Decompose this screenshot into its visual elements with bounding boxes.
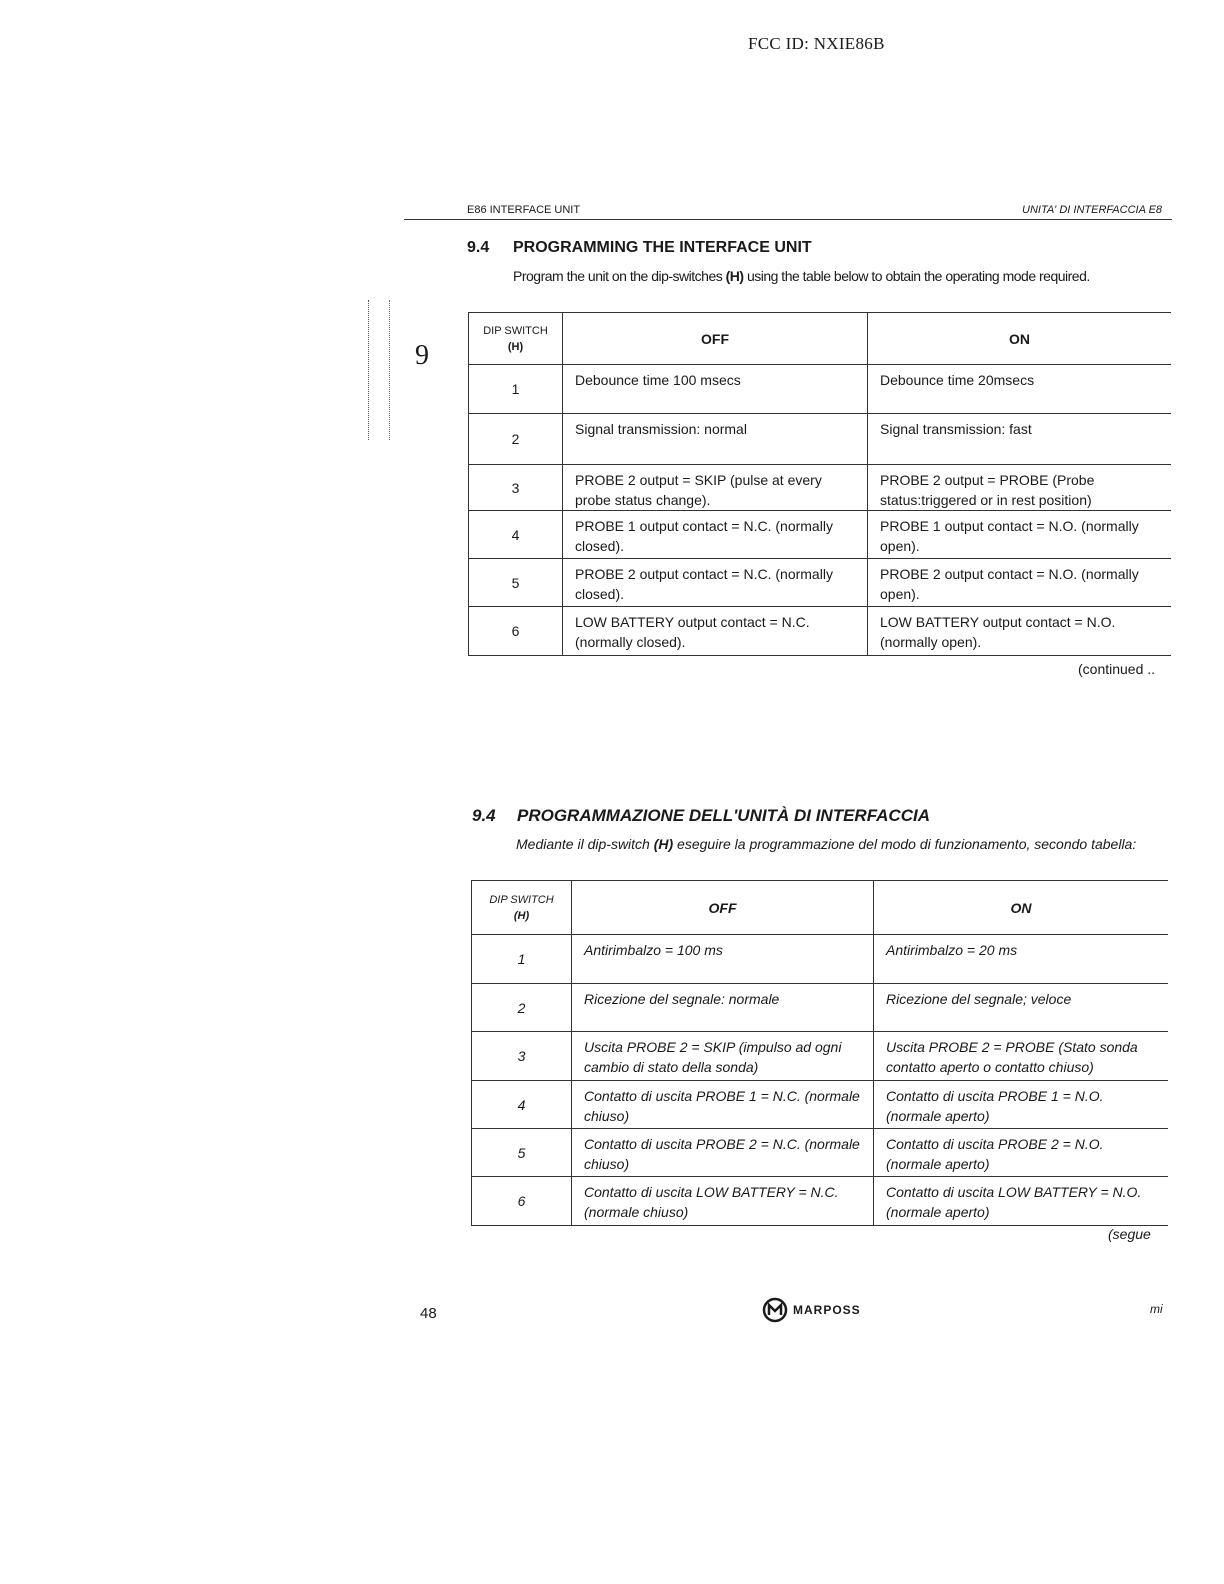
- col-header-dip-switch-label: DIP SWITCH: [489, 893, 554, 906]
- dip-number: 4: [469, 511, 563, 559]
- col-header-dip-switch-h: (H): [513, 909, 530, 922]
- col-header-off: OFF: [563, 313, 868, 365]
- side-tab: [368, 300, 390, 440]
- col-header-on: ON: [874, 881, 1169, 935]
- col-header-dip-switch: [469, 313, 563, 365]
- col-header-dip-switch: [472, 881, 572, 935]
- table-row: [472, 1177, 1169, 1226]
- section-title-en: PROGRAMMING THE INTERFACE UNIT: [513, 239, 812, 256]
- col-header-off: OFF: [572, 881, 874, 935]
- off-setting: Antirimbalzo = 100 ms: [572, 935, 874, 984]
- off-setting: Uscita PROBE 2 = SKIP (impulso ad ogni cambio di stato della sonda): [572, 1032, 874, 1081]
- off-setting: Signal transmission: normal: [563, 414, 868, 465]
- off-setting: Contatto di uscita PROBE 2 = N.C. (normale chiuso): [572, 1129, 874, 1177]
- off-setting: Contatto di uscita PROBE 1 = N.C. (normale chiuso): [572, 1081, 874, 1129]
- section-intro-it: [516, 835, 1166, 854]
- table-header-row: [472, 881, 1169, 935]
- section-number-en: 9.4: [467, 239, 490, 256]
- section-intro-en: [513, 268, 1090, 284]
- table-row: [469, 465, 1172, 511]
- dip-number: 3: [469, 465, 563, 511]
- col-header-dip-switch-label: DIP SWITCH: [483, 324, 548, 337]
- table-row: [469, 365, 1172, 414]
- intro-bold-en: (H): [725, 268, 744, 284]
- intro-text-en-2: using the table below to obtain the operating mode required.: [743, 268, 1090, 284]
- section-number-it: 9.4: [472, 806, 496, 825]
- table-header-row: [469, 313, 1172, 365]
- marposs-logo-icon: [762, 1297, 788, 1323]
- table-row: [469, 559, 1172, 607]
- dip-number: 1: [472, 935, 572, 984]
- on-setting: Antirimbalzo = 20 ms: [874, 935, 1169, 984]
- table-row: [469, 607, 1172, 656]
- fcc-id: FCC ID: NXIE86B: [748, 34, 885, 53]
- table-row: [469, 511, 1172, 559]
- off-setting: Contatto di uscita LOW BATTERY = N.C. (normale chiuso): [572, 1177, 874, 1226]
- continued-note-en: (continued ..: [1078, 661, 1156, 677]
- table-row: [472, 1032, 1169, 1081]
- off-setting: PROBE 2 output contact = N.C. (normally closed).: [563, 559, 868, 607]
- table-row: [469, 414, 1172, 465]
- dip-number: 6: [472, 1177, 572, 1226]
- on-setting: Uscita PROBE 2 = PROBE (Stato sonda contatto aperto o contatto chiuso): [874, 1032, 1169, 1081]
- on-setting: Signal transmission: fast: [868, 414, 1172, 465]
- dip-switch-table-en: [468, 312, 1171, 656]
- dip-number: 2: [469, 414, 563, 465]
- on-setting: PROBE 2 output = PROBE (Probe status:triggered or in rest position): [868, 465, 1172, 511]
- on-setting: PROBE 1 output contact = N.O. (normally open).: [868, 511, 1172, 559]
- dip-number: 6: [469, 607, 563, 656]
- brand-logo: [762, 1297, 861, 1323]
- on-setting: Contatto di uscita PROBE 2 = N.O. (normale aperto): [874, 1129, 1169, 1177]
- on-setting: Contatto di uscita PROBE 1 = N.O. (normale aperto): [874, 1081, 1169, 1129]
- dip-number: 5: [469, 559, 563, 607]
- running-header-right: UNITA' DI INTERFACCIA E8: [1022, 204, 1163, 216]
- side-tab-mark: 9: [415, 340, 429, 371]
- off-setting: PROBE 1 output contact = N.C. (normally closed).: [563, 511, 868, 559]
- header-rule: [404, 219, 1172, 220]
- dip-number: 4: [472, 1081, 572, 1129]
- off-setting: Debounce time 100 msecs: [563, 365, 868, 414]
- section-heading-en: [467, 239, 812, 257]
- continued-note-it: (segue: [1108, 1226, 1151, 1242]
- dip-number: 3: [472, 1032, 572, 1081]
- intro-text-en: Program the unit on the dip-switches: [513, 268, 726, 284]
- col-header-on: ON: [868, 313, 1172, 365]
- on-setting: Contatto di uscita LOW BATTERY = N.O. (normale aperto): [874, 1177, 1169, 1226]
- on-setting: Ricezione del segnale; veloce: [874, 984, 1169, 1032]
- off-setting: PROBE 2 output = SKIP (pulse at every probe status change).: [563, 465, 868, 511]
- on-setting: Debounce time 20msecs: [868, 365, 1172, 414]
- section-title-it: PROGRAMMAZIONE DELL'UNITÀ DI INTERFACCIA: [517, 806, 930, 825]
- table-row: [472, 984, 1169, 1032]
- dip-number: 1: [469, 365, 563, 414]
- running-header-left: E86 INTERFACE UNIT: [467, 204, 581, 216]
- off-setting: LOW BATTERY output contact = N.C. (normally closed).: [563, 607, 868, 656]
- section-heading-it: [472, 806, 930, 826]
- dip-switch-table-it: [471, 880, 1168, 1226]
- intro-text-it-2: eseguire la programmazione del modo di funzionamento, secondo tabella:: [673, 836, 1137, 852]
- table-row: [472, 1129, 1169, 1177]
- dip-number: 2: [472, 984, 572, 1032]
- page-number: 48: [420, 1305, 437, 1322]
- dip-number: 5: [472, 1129, 572, 1177]
- table-row: [472, 1081, 1169, 1129]
- brand-name: MARPOSS: [793, 1303, 861, 1317]
- col-header-dip-switch-h: (H): [507, 340, 524, 353]
- on-setting: LOW BATTERY output contact = N.O. (normally open).: [868, 607, 1172, 656]
- table-row: [472, 935, 1169, 984]
- off-setting: Ricezione del segnale: normale: [572, 984, 874, 1032]
- intro-text-it: Mediante il dip-switch: [516, 836, 654, 852]
- intro-bold-it: (H): [653, 836, 674, 852]
- on-setting: PROBE 2 output contact = N.O. (normally open).: [868, 559, 1172, 607]
- footer-right-mark: mi: [1150, 1302, 1163, 1316]
